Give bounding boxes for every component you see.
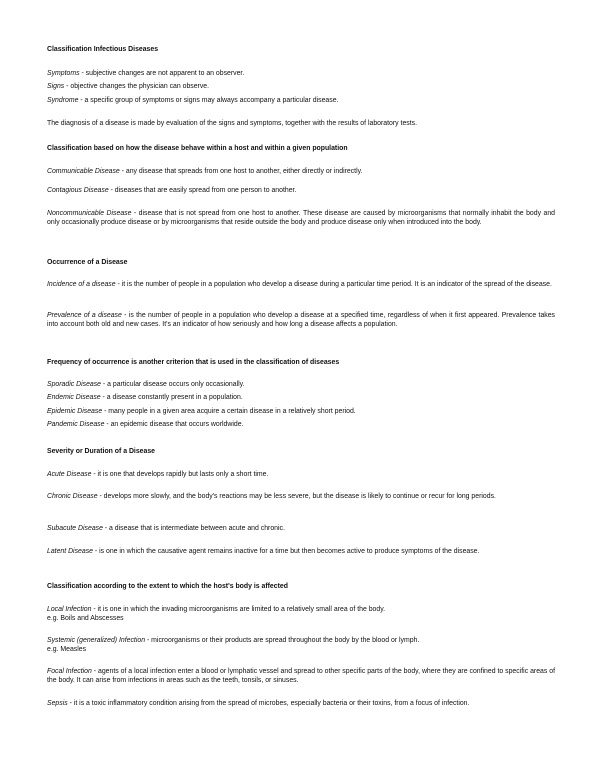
definition-sepsis bbox=[47, 700, 555, 709]
diagnosis-paragraph: The diagnosis of a disease is made by evaluation of the signs and symptoms, together with the results of laboratory tests. bbox=[47, 120, 417, 127]
definition-text: - is the number of people in a population who develop a disease at a specified time, regardless of when it first appeared. Prevalence takes into account both old and new cases. It's an indicator of how seriously and how long a disease affects a population. bbox=[47, 312, 555, 328]
example-text: e.g. Boils and Abscesses bbox=[47, 614, 124, 622]
term: Noncommunicable Disease bbox=[47, 210, 132, 217]
definition-line bbox=[47, 637, 555, 646]
term: Latent Disease bbox=[47, 548, 93, 555]
definition-text: - microorganisms or their products are spread throughout the body by the blood or lymph. bbox=[145, 637, 420, 644]
example-text: e.g. Measles bbox=[47, 645, 87, 653]
term: Chronic Disease bbox=[47, 493, 98, 500]
section-heading-extent: Classification according to the extent to which the host's body is affected bbox=[47, 583, 288, 590]
definition-text: - a disease that is intermediate between acute and chronic. bbox=[102, 525, 285, 532]
definition-text: - subjective changes are not apparent to an observer. bbox=[79, 70, 245, 77]
section-heading-occurrence: Occurrence of a Disease bbox=[47, 259, 128, 266]
term: Communicable Disease bbox=[47, 168, 120, 175]
term: Sepsis bbox=[47, 700, 68, 707]
term: Systemic (generalized) Infection bbox=[47, 637, 146, 644]
term: Signs bbox=[47, 83, 65, 90]
term: Epidemic Disease bbox=[47, 408, 103, 415]
definition-acute bbox=[47, 471, 555, 480]
definition-chronic bbox=[47, 493, 555, 502]
section-heading-behavior: Classification based on how the disease behave within a host and within a given population bbox=[47, 145, 348, 152]
term: Incidence of a disease bbox=[47, 281, 116, 288]
definition-text: - it is a toxic inflammatory condition arising from the spread of microbes, especially bacteria or their toxins, from a focus of infection. bbox=[67, 700, 470, 707]
definition-text: - it is the number of people in a population who develop a disease during a particular time period. It is an indicator of the spread of the disease. bbox=[115, 281, 552, 288]
definition-sporadic bbox=[47, 381, 555, 390]
definition-noncommunicable bbox=[47, 210, 555, 228]
term: Local Infection bbox=[47, 606, 92, 613]
term: Sporadic Disease bbox=[47, 381, 102, 388]
definition-text: - develops more slowly, and the body's reactions may be less severe, but the disease is likely to continue or recur for long periods. bbox=[97, 493, 496, 500]
definition-endemic bbox=[47, 394, 555, 403]
definition-incidence bbox=[47, 281, 555, 290]
definition-text: - is one in which the causative agent remains inactive for a time but then becomes active to produce symptoms of the disease. bbox=[92, 548, 480, 555]
definition-text: - many people in a given area acquire a certain disease in a relatively short period. bbox=[102, 408, 356, 415]
definition-latent bbox=[47, 548, 555, 557]
section-heading-severity: Severity or Duration of a Disease bbox=[47, 448, 155, 455]
definition-line bbox=[47, 606, 555, 615]
definition-text: - a particular disease occurs only occasionally. bbox=[101, 381, 245, 388]
definition-text: - a disease constantly present in a population. bbox=[100, 394, 243, 401]
definition-epidemic bbox=[47, 408, 555, 417]
section-heading-classification: Classification Infectious Diseases bbox=[47, 46, 159, 53]
definition-communicable bbox=[47, 168, 555, 177]
term: Symptoms bbox=[47, 70, 80, 77]
definition-local bbox=[47, 606, 555, 624]
definition-text: - agents of a local infection enter a blood or lymphatic vessel and spread to other specific parts of the body, where they are confined to specific areas of the body. It can arise from infections in areas such as the teeth, tonsils, or sinuses. bbox=[47, 668, 555, 684]
term: Pandemic Disease bbox=[47, 421, 105, 428]
definition-text: - a specific group of symptoms or signs may always accompany a particular disease. bbox=[78, 97, 339, 104]
term: Subacute Disease bbox=[47, 525, 103, 532]
definition-pandemic bbox=[47, 421, 555, 430]
definition-systemic bbox=[47, 637, 555, 655]
term: Contagious Disease bbox=[47, 187, 109, 194]
term: Endemic Disease bbox=[47, 394, 101, 401]
definition-syndrome bbox=[47, 97, 555, 106]
definition-symptoms bbox=[47, 70, 555, 79]
definition-prevalence bbox=[47, 312, 555, 330]
definition-signs bbox=[47, 83, 555, 92]
term: Focal Infection bbox=[47, 668, 92, 675]
definition-text: - it is one that develops rapidly but lasts only a short time. bbox=[91, 471, 269, 478]
definition-text: - disease that is not spread from one host to another. These disease are caused by microorganisms that normally inhabit the body and only occasionally produce disease or by microorganisms that reside outside the body and produce disease only when introduced into the body. bbox=[47, 210, 555, 226]
definition-subacute bbox=[47, 525, 555, 534]
term: Syndrome bbox=[47, 97, 79, 104]
definition-text: - it is one in which the invading microorganisms are limited to a relatively small area of the body. bbox=[91, 606, 386, 613]
term: Acute Disease bbox=[47, 471, 92, 478]
definition-text: - an epidemic disease that occurs worldwide. bbox=[104, 421, 244, 428]
term: Prevalence of a disease bbox=[47, 312, 122, 319]
section-heading-frequency: Frequency of occurrence is another criterion that is used in the classification of diseases bbox=[47, 359, 340, 366]
definition-text: - objective changes the physician can observe. bbox=[64, 83, 210, 90]
definition-text: - diseases that are easily spread from one person to another. bbox=[108, 187, 297, 194]
definition-focal bbox=[47, 668, 555, 686]
definition-text: - any disease that spreads from one host to another, either directly or indirectly. bbox=[119, 168, 363, 175]
definition-contagious bbox=[47, 187, 555, 196]
